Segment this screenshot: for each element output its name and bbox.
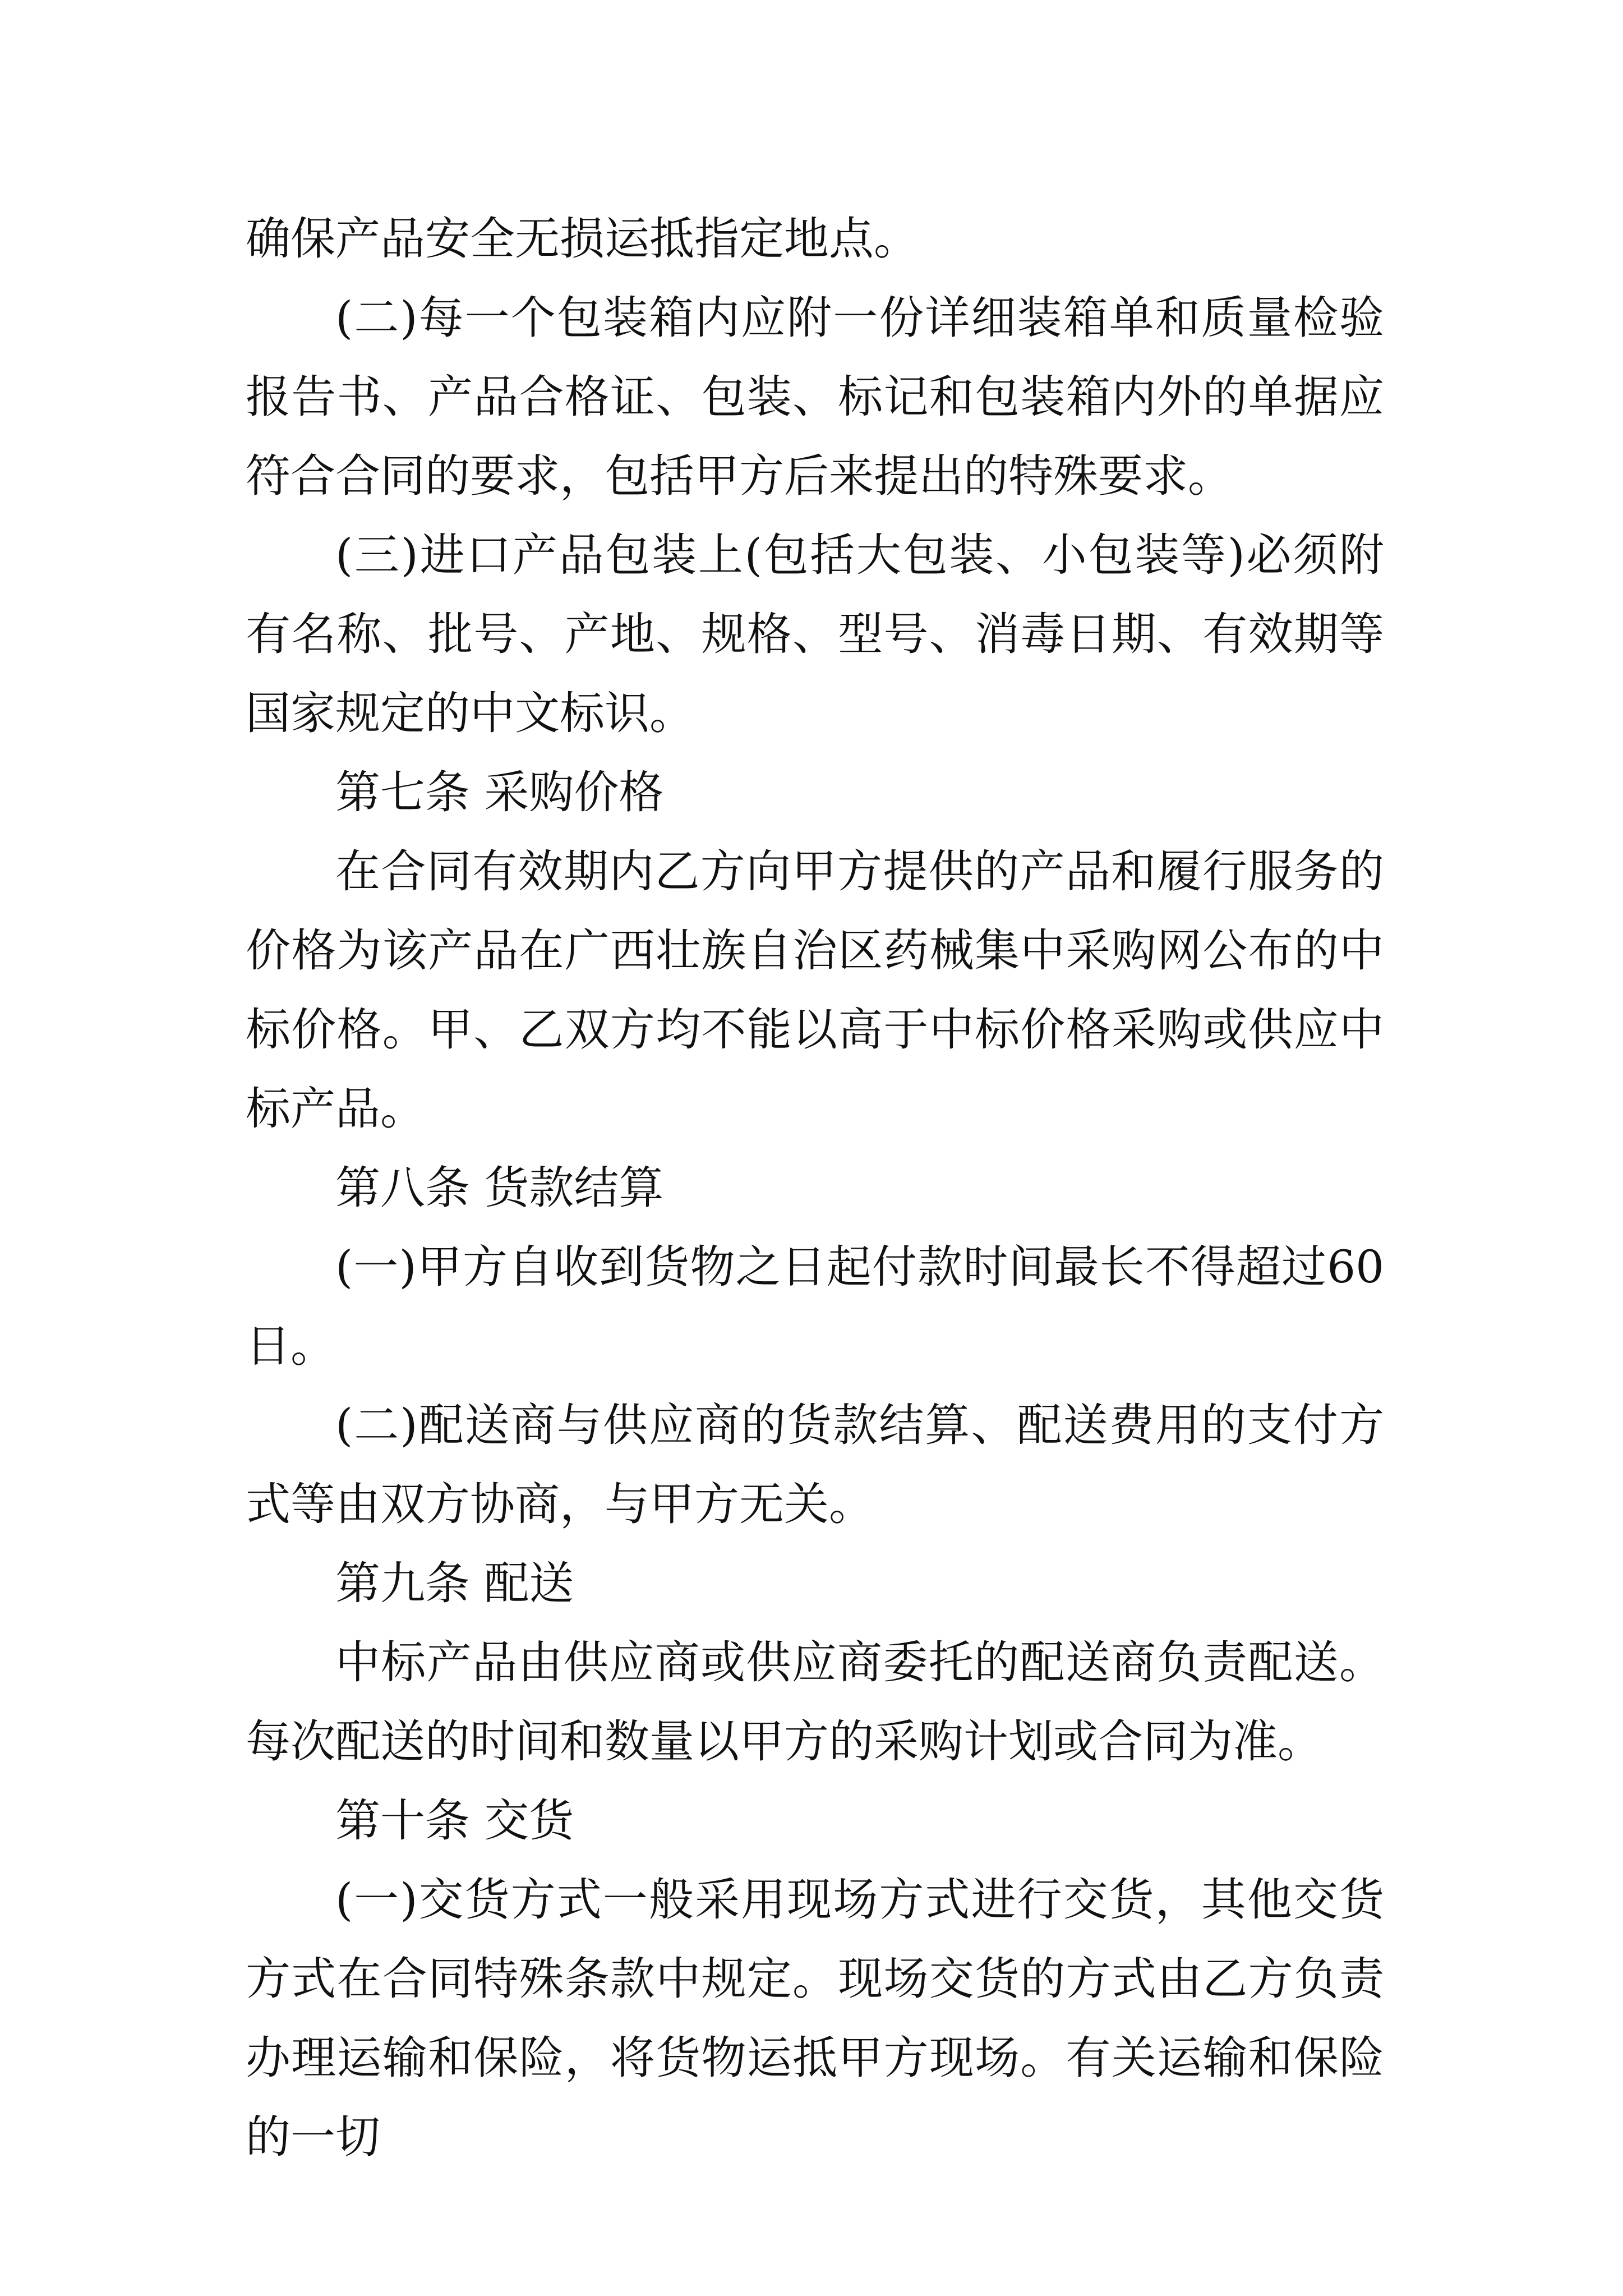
paragraph-settlement: (二)配送商与供应商的货款结算、配送费用的支付方式等由双方协商，与甲方无关。 (246, 1399, 1384, 1530)
document-body (246, 199, 1384, 2177)
paragraph-payment-term: (一)甲方自收到货物之日起付款时间最长不得超过60日。 (246, 1241, 1384, 1372)
paragraph-distribution: 中标产品由供应商或供应商委托的配送商负责配送。每次配送的时间和数量以甲方的采购计划或合同为准。 (246, 1636, 1384, 1768)
article-8-heading: 第八条 货款结算 (335, 1162, 664, 1214)
paragraph-delivery-method: (一)交货方式一般采用现场方式进行交货，其他交货方式在合同特殊条款中规定。现场交货的方式由乙方负责办理运输和保险，将货物运抵甲方现场。有关运输和保险的一切 (246, 1874, 1384, 2163)
article-9-heading: 第九条 配送 (335, 1557, 574, 1609)
article-10-heading: 第十条 交货 (335, 1795, 574, 1847)
paragraph-imported-labeling: (三)进口产品包装上(包括大包装、小包装等)必须附有名称、批号、产地、规格、型号、消毒日期、有效期等国家规定的中文标识。 (246, 529, 1384, 739)
paragraph-packing-list: (二)每一个包装箱内应附一份详细装箱单和质量检验报告书、产品合格证、包装、标记和包装箱内外的单据应符合合同的要求，包括甲方后来提出的特殊要求。 (246, 292, 1384, 502)
paragraph-purchase-price: 在合同有效期内乙方向甲方提供的产品和履行服务的价格为该产品在广西壮族自治区药械集中采购网公布的中标价格。甲、乙双方均不能以高于中标价格采购或供应中标产品。 (246, 845, 1384, 1135)
paragraph-continuation: 确保产品安全无损运抵指定地点。 (246, 213, 919, 265)
article-7-heading: 第七条 采购价格 (335, 766, 664, 818)
